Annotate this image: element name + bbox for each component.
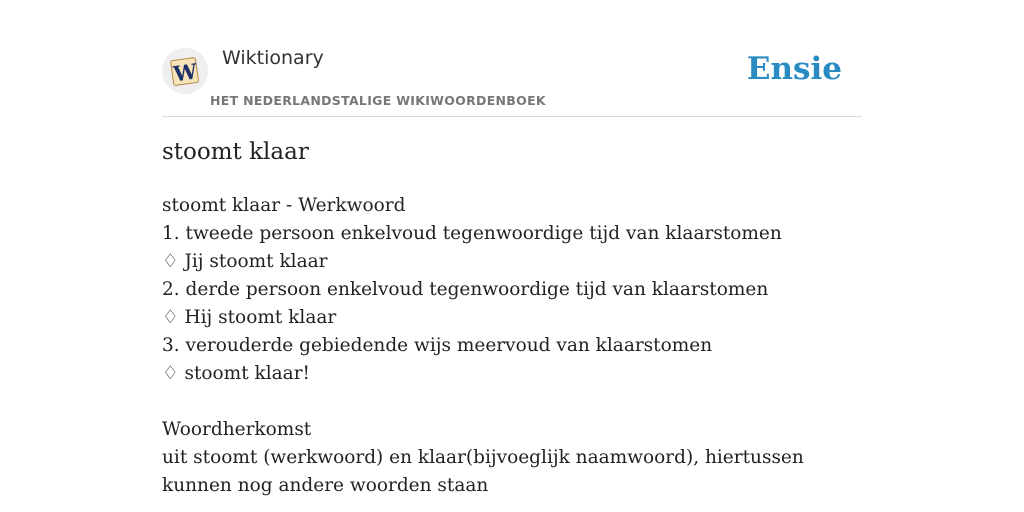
header <box>162 44 862 117</box>
example-item: ♢ stoomt klaar! <box>162 363 310 384</box>
source-tagline: HET NEDERLANDSTALIGE WIKIWOORDENBOEK <box>210 93 546 108</box>
wiktionary-logo-icon[interactable] <box>162 48 208 94</box>
svg-text:W: W <box>171 58 199 87</box>
example-item: ♢ Hij stoomt klaar <box>162 307 337 328</box>
definition-content <box>162 192 862 500</box>
definition-item: 3. verouderde gebiedende wijs meervoud van klaarstomen <box>162 335 713 356</box>
definition-item: 2. derde persoon enkelvoud tegenwoordige tijd van klaarstomen <box>162 279 769 300</box>
example-item: ♢ Jij stoomt klaar <box>162 251 328 272</box>
section-spacer <box>162 388 862 416</box>
etymology-heading: Woordherkomst <box>162 419 312 440</box>
source-name[interactable]: Wiktionary <box>222 47 324 69</box>
definition-item: 1. tweede persoon enkelvoud tegenwoordige tijd van klaarstomen <box>162 223 782 244</box>
page-title: stoomt klaar <box>162 139 309 165</box>
ensie-brand-logo[interactable]: Ensie <box>746 51 842 87</box>
definition-heading: stoomt klaar - Werkwoord <box>162 195 406 216</box>
etymology-text: uit stoomt (werkwoord) en klaar(bijvoeglijk naamwoord), hiertussen kunnen nog andere woorden staan <box>162 447 804 496</box>
